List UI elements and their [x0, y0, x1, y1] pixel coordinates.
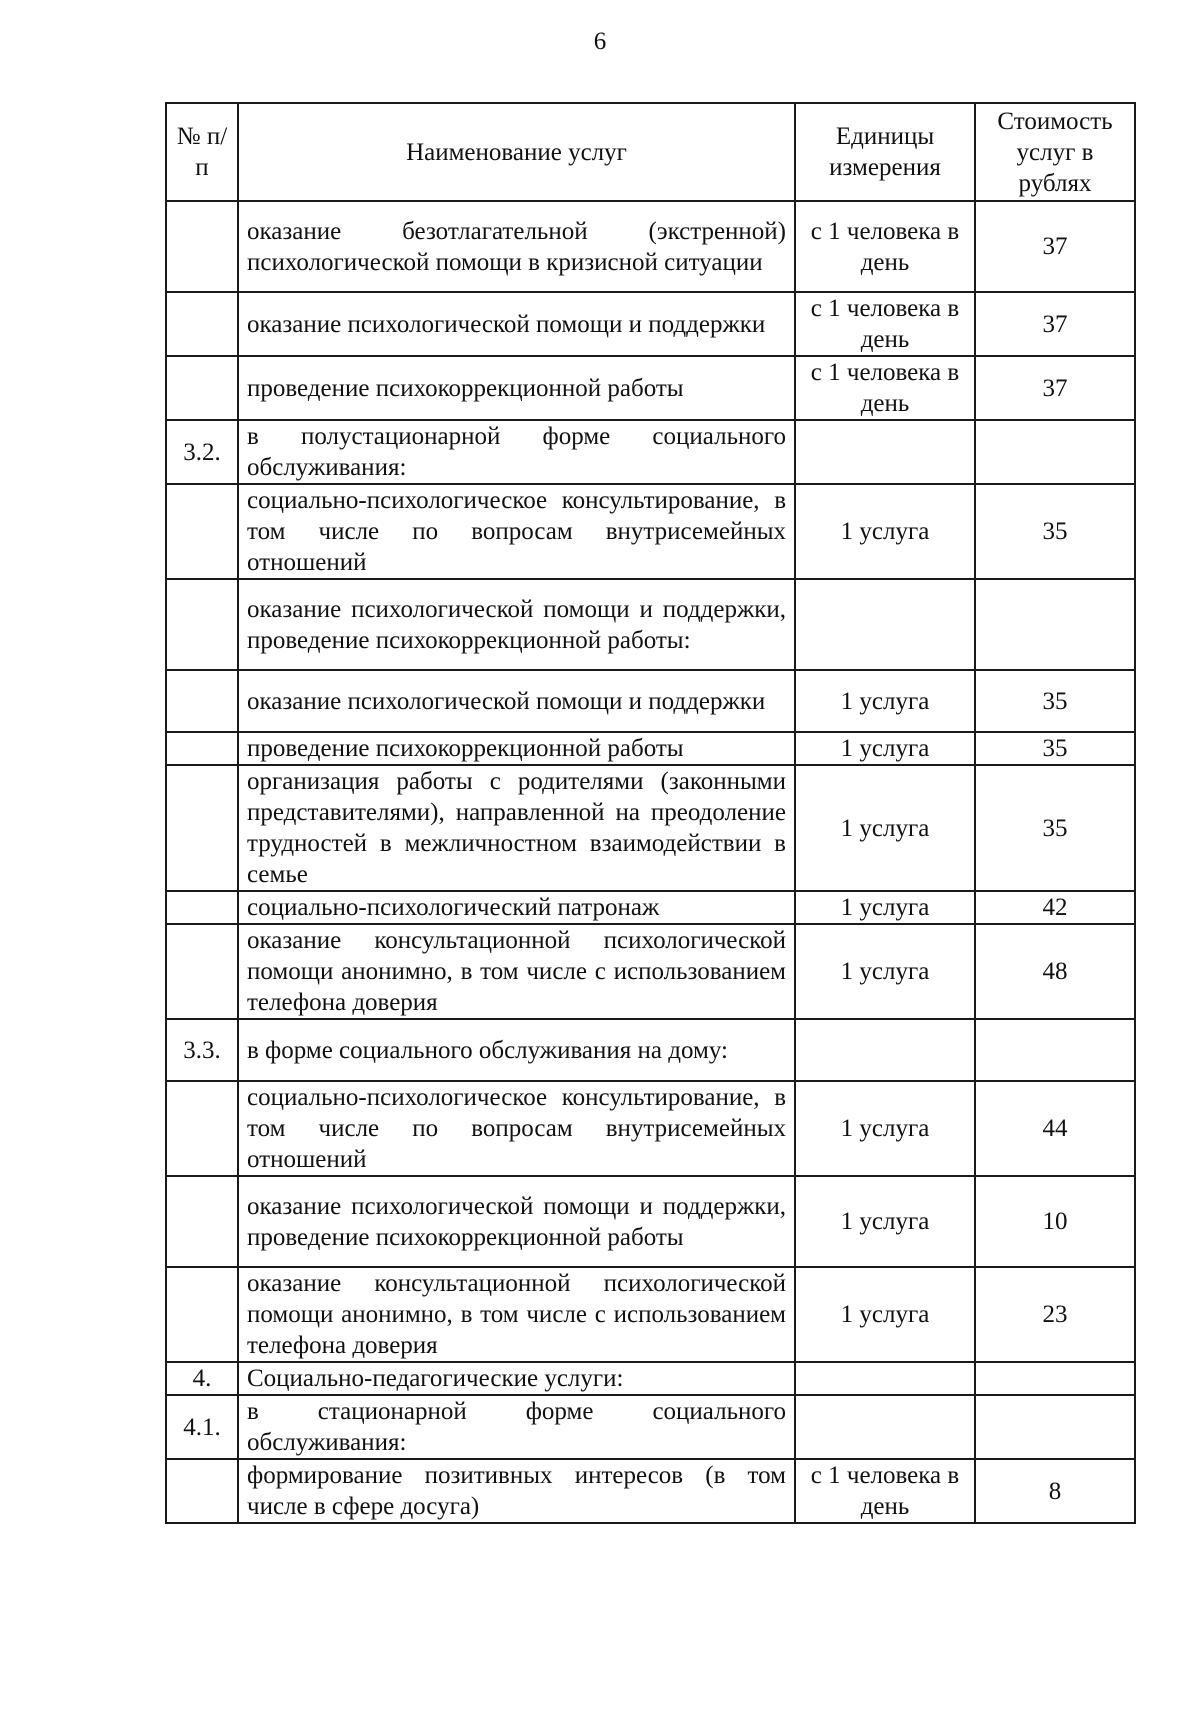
cost-cell: 35: [975, 765, 1135, 891]
table-row: [166, 420, 1135, 484]
table-row: [166, 292, 1135, 356]
cost-cell: 23: [975, 1267, 1135, 1362]
table-row: [166, 579, 1135, 670]
table-row: [166, 765, 1135, 891]
service-name-cell: в форме социального обслуживания на дому:: [238, 1019, 795, 1081]
cost-cell: 42: [975, 891, 1135, 924]
service-name-cell: оказание психологической помощи и поддержки: [238, 670, 795, 732]
service-name-cell: оказание психологической помощи и поддержки, проведение психокоррекционной работы:: [238, 579, 795, 670]
row-number-cell: [166, 356, 238, 420]
unit-cell: 1 услуга: [795, 1267, 975, 1362]
service-name-cell: в полустационарной форме социального обслуживания:: [238, 420, 795, 484]
unit-cell: 1 услуга: [795, 1081, 975, 1176]
cost-cell: 37: [975, 201, 1135, 292]
row-number-cell: [166, 1267, 238, 1362]
row-number-cell: 4.1.: [166, 1395, 238, 1459]
page-number: 6: [593, 28, 607, 55]
table-row: [166, 732, 1135, 765]
unit-cell: 1 услуга: [795, 670, 975, 732]
cost-cell: 35: [975, 732, 1135, 765]
table-row: [166, 924, 1135, 1019]
row-number-cell: [166, 891, 238, 924]
table-row: [166, 1267, 1135, 1362]
service-name-cell: проведение психокоррекционной работы: [238, 732, 795, 765]
service-name-cell: в стационарной форме социального обслуживания:: [238, 1395, 795, 1459]
cost-cell: [975, 1395, 1135, 1459]
service-name-cell: проведение психокоррекционной работы: [238, 356, 795, 420]
table-header: [166, 103, 1135, 201]
row-number-cell: [166, 1081, 238, 1176]
services-price-table: [165, 102, 1136, 1524]
unit-cell: с 1 человека в день: [795, 201, 975, 292]
row-number-cell: 3.3.: [166, 1019, 238, 1081]
header-name: Наименование услуг: [238, 103, 795, 201]
cost-cell: [975, 1362, 1135, 1395]
unit-cell: [795, 1019, 975, 1081]
service-name-cell: оказание консультационной психологической помощи анонимно, в том числе с использованием телефона доверия: [238, 924, 795, 1019]
unit-cell: [795, 1362, 975, 1395]
table-row: [166, 356, 1135, 420]
cost-cell: 48: [975, 924, 1135, 1019]
cost-cell: [975, 420, 1135, 484]
unit-cell: 1 услуга: [795, 891, 975, 924]
table-row: [166, 1019, 1135, 1081]
row-number-cell: [166, 292, 238, 356]
table-row: [166, 484, 1135, 579]
table-row: [166, 1459, 1135, 1523]
cost-cell: [975, 579, 1135, 670]
unit-cell: 1 услуга: [795, 765, 975, 891]
unit-cell: с 1 человека в день: [795, 1459, 975, 1523]
service-name-cell: оказание безотлагательной (экстренной) психологической помощи в кризисной ситуации: [238, 201, 795, 292]
cost-cell: 44: [975, 1081, 1135, 1176]
row-number-cell: [166, 924, 238, 1019]
cost-cell: 35: [975, 484, 1135, 579]
row-number-cell: [166, 670, 238, 732]
service-name-cell: социально-психологический патронаж: [238, 891, 795, 924]
unit-cell: [795, 579, 975, 670]
table-row: [166, 1362, 1135, 1395]
service-name-cell: Социально-педагогические услуги:: [238, 1362, 795, 1395]
unit-cell: с 1 человека в день: [795, 292, 975, 356]
service-name-cell: социально-психологическое консультирование, в том числе по вопросам внутрисемейных отношений: [238, 1081, 795, 1176]
unit-cell: 1 услуга: [795, 924, 975, 1019]
service-name-cell: формирование позитивных интересов (в том числе в сфере досуга): [238, 1459, 795, 1523]
service-name-cell: социально-психологическое консультирование, в том числе по вопросам внутрисемейных отношений: [238, 484, 795, 579]
unit-cell: [795, 420, 975, 484]
table-row: [166, 670, 1135, 732]
row-number-cell: [166, 1176, 238, 1267]
cost-cell: 37: [975, 356, 1135, 420]
unit-cell: 1 услуга: [795, 1176, 975, 1267]
cost-cell: 10: [975, 1176, 1135, 1267]
unit-cell: 1 услуга: [795, 484, 975, 579]
header-num: № п/п: [166, 103, 238, 201]
unit-cell: с 1 человека в день: [795, 356, 975, 420]
row-number-cell: [166, 484, 238, 579]
row-number-cell: [166, 1459, 238, 1523]
unit-cell: 1 услуга: [795, 732, 975, 765]
row-number-cell: [166, 201, 238, 292]
table-row: [166, 1395, 1135, 1459]
table-body: [166, 201, 1135, 1523]
row-number-cell: 4.: [166, 1362, 238, 1395]
header-row: [166, 103, 1135, 201]
row-number-cell: [166, 579, 238, 670]
header-unit: Единицы измерения: [795, 103, 975, 201]
cost-cell: 8: [975, 1459, 1135, 1523]
table-row: [166, 1176, 1135, 1267]
table-row: [166, 201, 1135, 292]
header-cost: Стоимость услуг в рублях: [975, 103, 1135, 201]
table-row: [166, 1081, 1135, 1176]
service-name-cell: оказание консультационной психологической помощи анонимно, в том числе с использованием телефона доверия: [238, 1267, 795, 1362]
table-row: [166, 891, 1135, 924]
row-number-cell: 3.2.: [166, 420, 238, 484]
service-name-cell: оказание психологической помощи и поддержки: [238, 292, 795, 356]
cost-cell: 37: [975, 292, 1135, 356]
cost-cell: [975, 1019, 1135, 1081]
row-number-cell: [166, 732, 238, 765]
row-number-cell: [166, 765, 238, 891]
unit-cell: [795, 1395, 975, 1459]
service-name-cell: оказание психологической помощи и поддержки, проведение психокоррекционной работы: [238, 1176, 795, 1267]
service-name-cell: организация работы с родителями (законными представителями), направленной на преодоление трудностей в межличностном взаимодействии в семье: [238, 765, 795, 891]
cost-cell: 35: [975, 670, 1135, 732]
